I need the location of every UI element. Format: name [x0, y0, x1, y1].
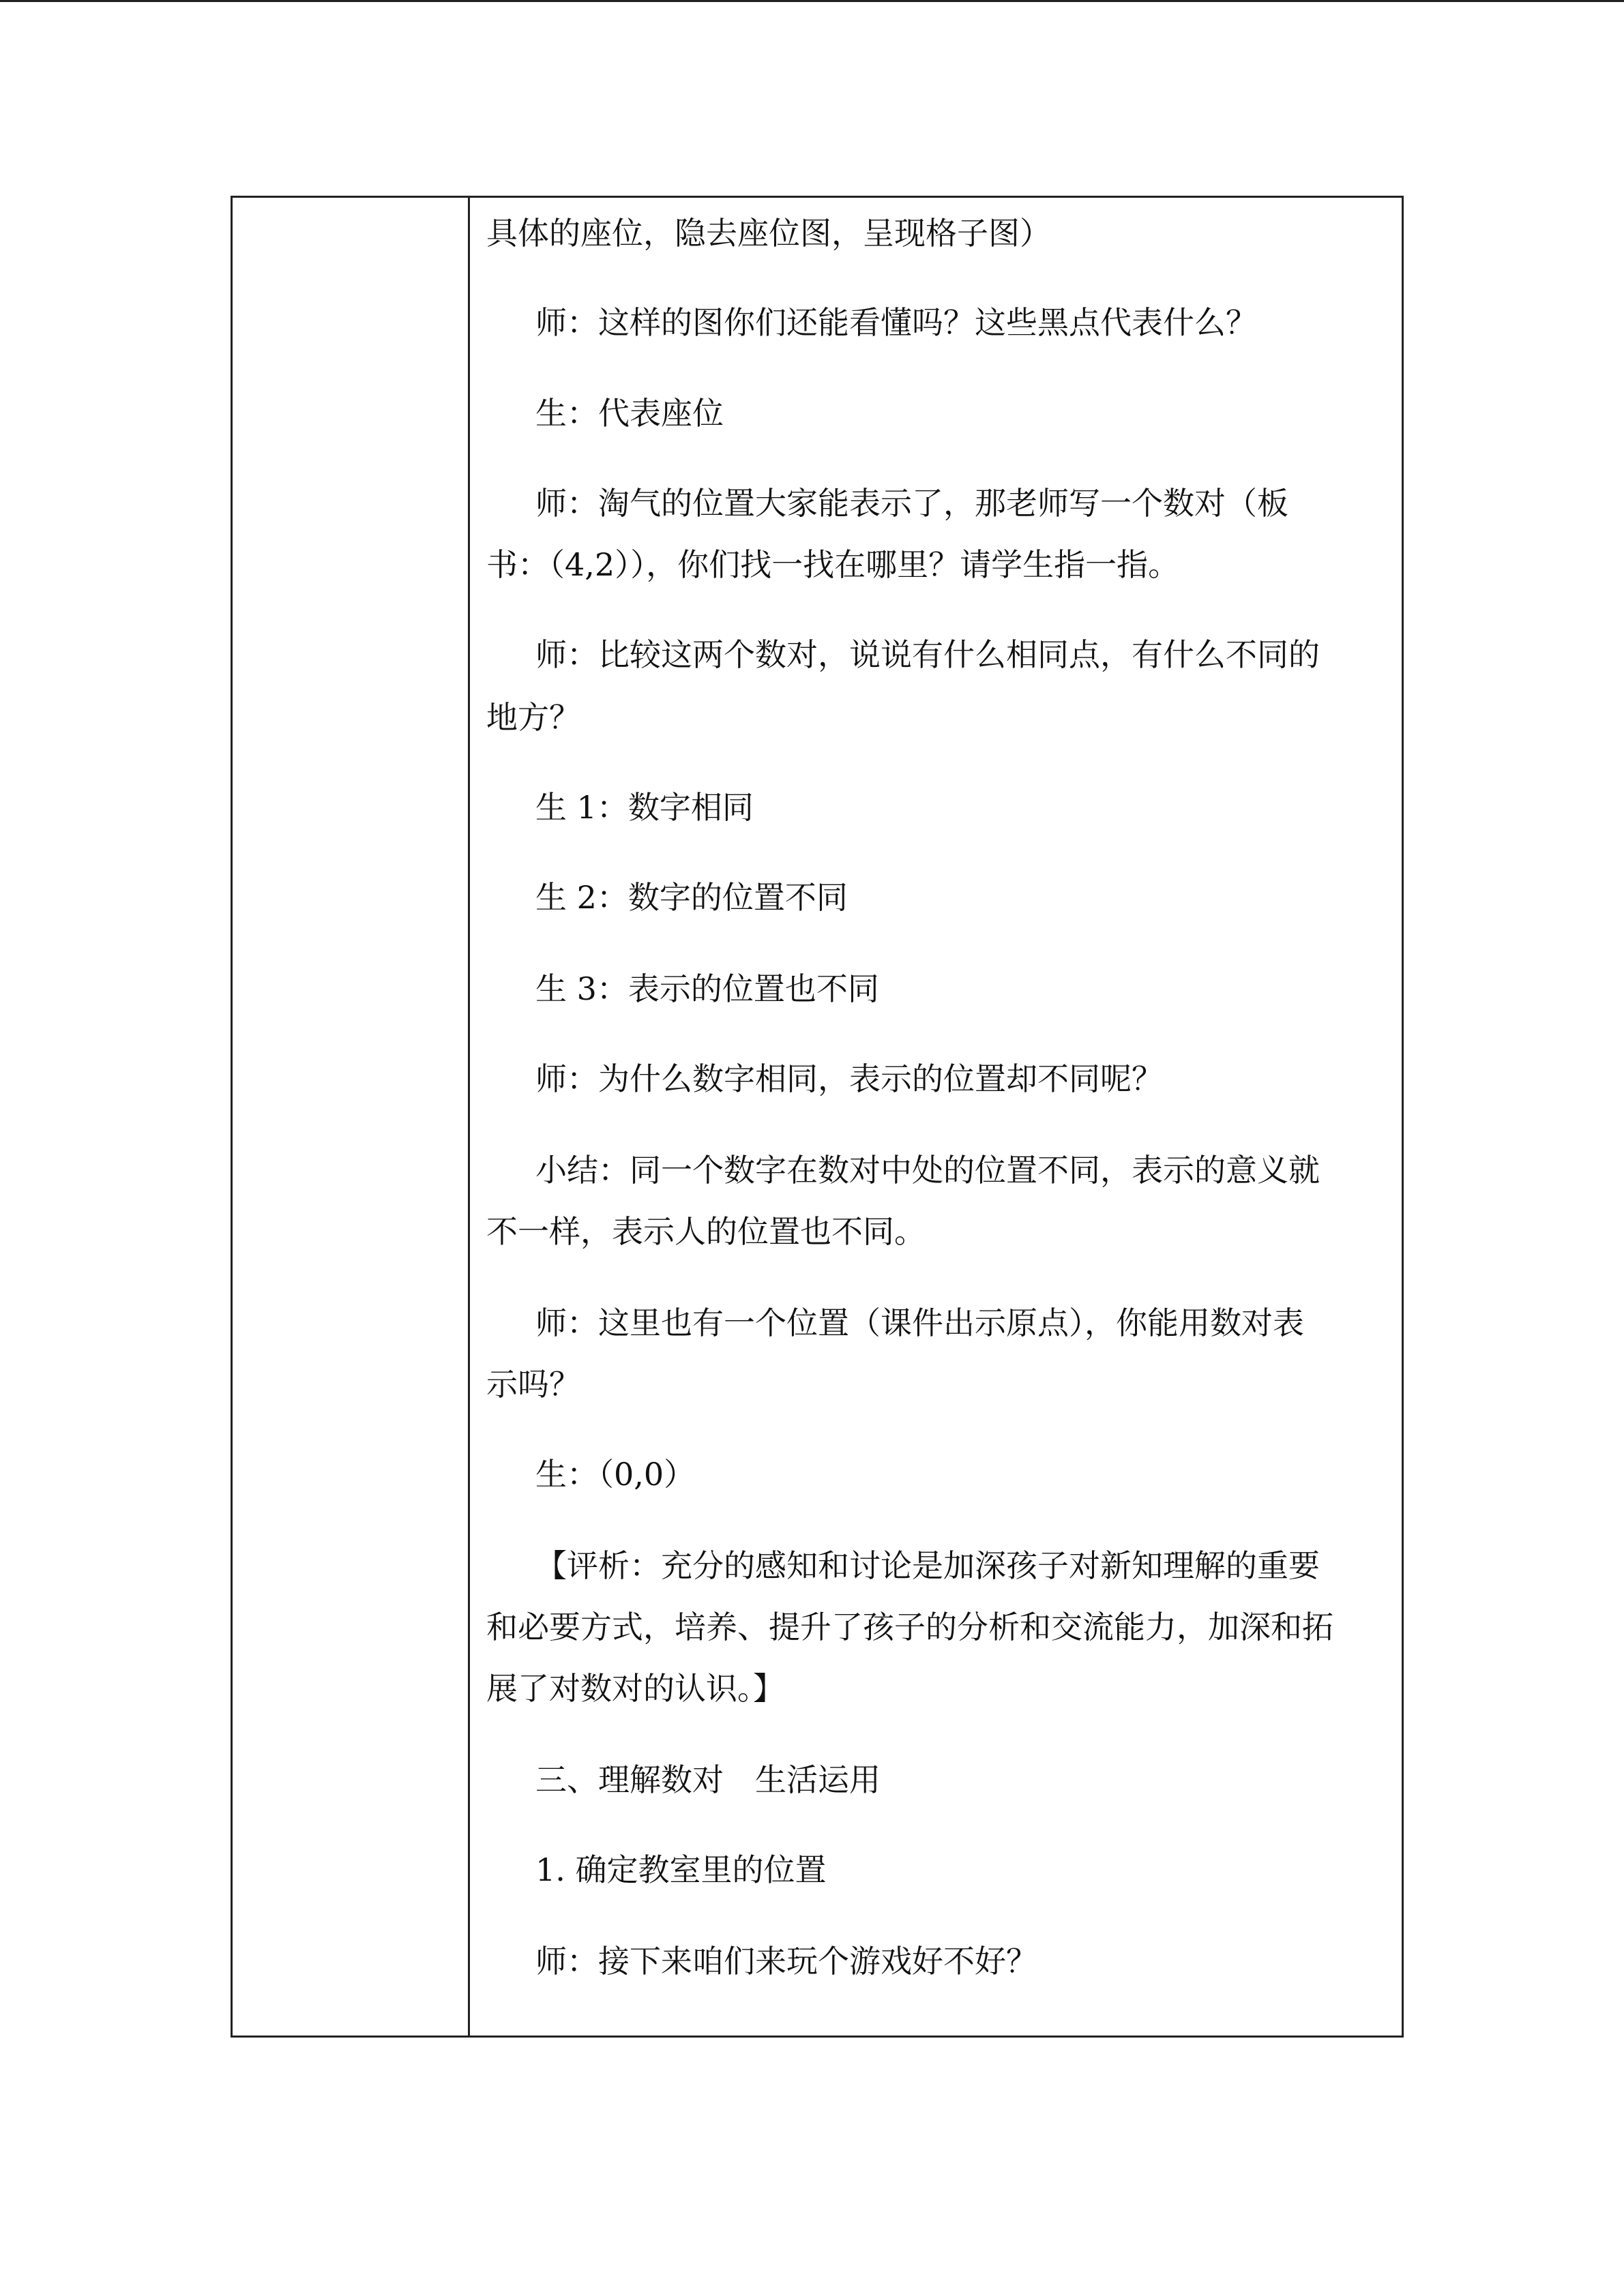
lesson-table [231, 196, 1404, 2038]
text-line-1: 具体的座位，隐去座位图，呈现格子图） [486, 215, 1051, 252]
text-line-22: 师：接下来咱们来玩个游戏好不好？ [535, 1943, 1037, 1980]
text-line-18: 和必要方式，培养、提升了孩子的分析和交流能力，加深和拓 [486, 1609, 1333, 1645]
text-line-11: 师：为什么数字相同，表示的位置却不同呢？ [535, 1060, 1163, 1097]
text-line-19: 展了对数对的认识。】 [486, 1670, 784, 1707]
table-content-cell [470, 198, 1402, 2036]
text-line-2: 师：这样的图你们还能看懂吗？这些黑点代表什么？ [535, 304, 1257, 341]
text-line-3: 生：代表座位 [535, 395, 724, 432]
text-line-7: 地方？ [486, 699, 580, 736]
text-line-8: 生 1：数字相同 [535, 789, 754, 826]
text-line-4: 师：淘气的位置大家能表示了，那老师写一个数对（板 [535, 485, 1288, 522]
text-line-10: 生 3：表示的位置也不同 [535, 970, 879, 1007]
text-line-12: 小结：同一个数字在数对中处的位置不同，表示的意义就 [535, 1152, 1320, 1189]
text-line-15: 示吗？ [486, 1366, 580, 1403]
page-top-border [0, 0, 1624, 2]
text-line-20: 三、理解数对 生活运用 [535, 1761, 881, 1798]
text-line-5: 书：（4,2）），你们找一找在哪里？请学生指一指。 [486, 546, 1180, 583]
text-line-13: 不一样，表示人的位置也不同。 [486, 1213, 926, 1250]
text-line-17: 【评析：充分的感知和讨论是加深孩子对新知理解的重要 [535, 1547, 1320, 1584]
text-line-21: 1. 确定教室里的位置 [535, 1851, 827, 1888]
table-left-cell [233, 198, 470, 2036]
text-line-9: 生 2：数字的位置不同 [535, 879, 848, 916]
text-line-16: 生：（0,0） [535, 1456, 696, 1493]
text-line-6: 师：比较这两个数对，说说有什么相同点，有什么不同的 [535, 636, 1320, 673]
text-line-14: 师：这里也有一个位置（课件出示原点），你能用数对表 [535, 1304, 1304, 1341]
